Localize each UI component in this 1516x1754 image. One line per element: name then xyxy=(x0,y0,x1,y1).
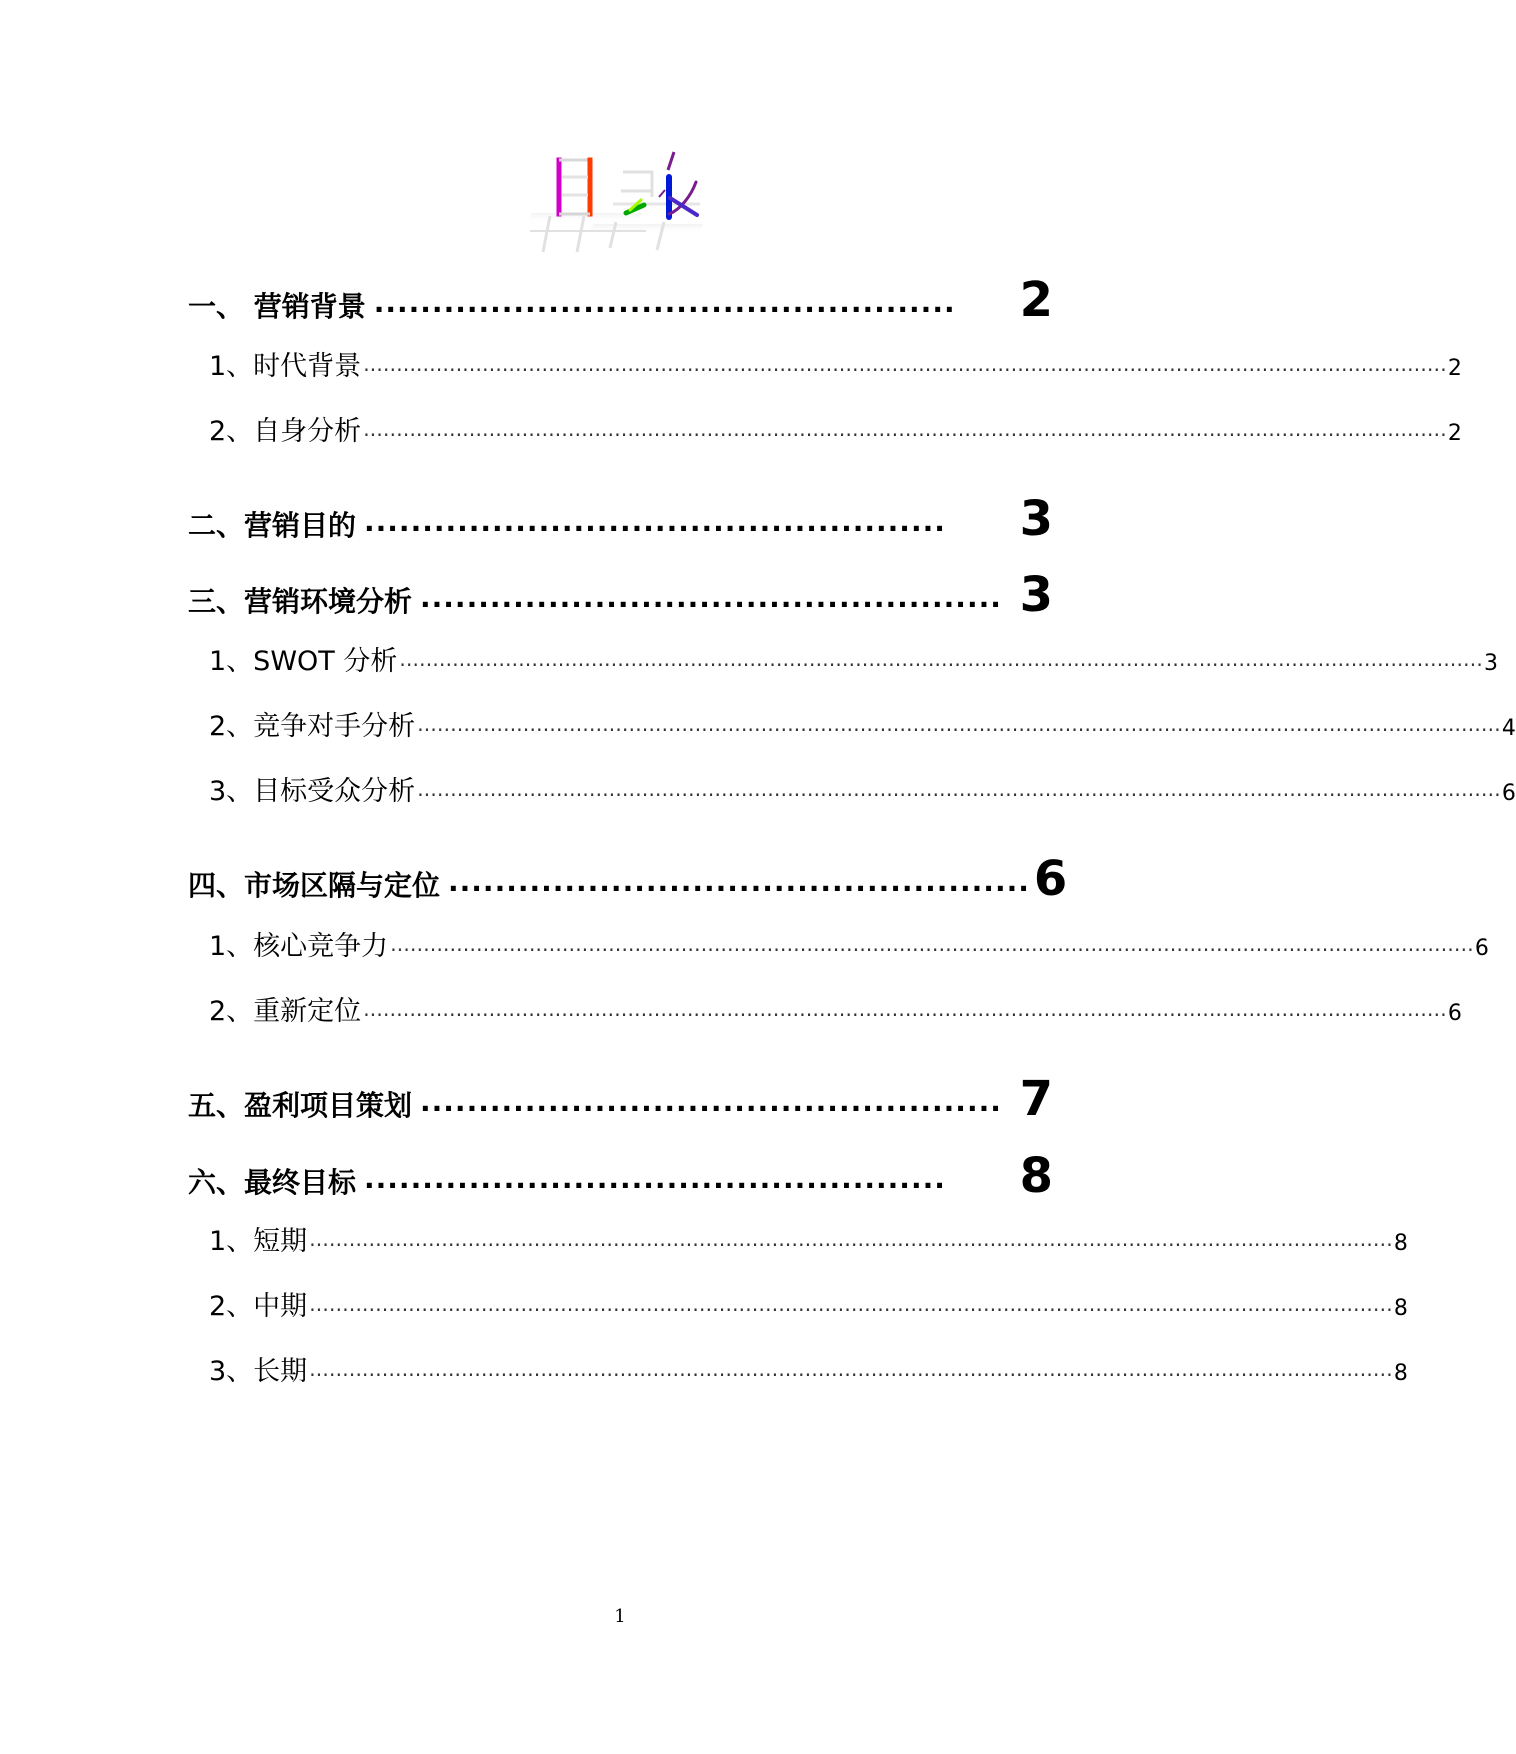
toc-entry-label: 2、竞争对手分析 xyxy=(209,711,416,742)
toc-page-number: 8 xyxy=(1393,1296,1408,1321)
toc-entry-marketing-purpose xyxy=(188,491,1053,551)
toc-page-number: 8 xyxy=(1019,1148,1053,1204)
toc-entry-label: 三、营销环境分析 xyxy=(188,585,413,618)
dot-leader: .................................................................................................................................................................... xyxy=(363,417,1447,441)
toc-page-number: 2 xyxy=(1447,421,1462,446)
toc-entry-final-goals xyxy=(188,1148,1053,1208)
toc-page-number: 3 xyxy=(1483,651,1498,676)
toc-page-number: 6 xyxy=(1447,1001,1462,1026)
page-number: 1 xyxy=(614,1606,626,1627)
toc-page-number: 8 xyxy=(1393,1361,1408,1386)
toc-entry-label: 1、SWOT 分析 xyxy=(209,646,398,677)
toc-page-number: 7 xyxy=(1019,1071,1053,1127)
toc-entry-marketing-background xyxy=(188,272,1053,332)
toc-entry-profit-project-planning xyxy=(188,1071,1053,1131)
toc-entry-repositioning xyxy=(209,996,1462,1038)
toc-page-number: 3 xyxy=(1019,567,1053,623)
toc-entry-label: 1、核心竞争力 xyxy=(209,931,389,962)
dot-leader: .................................................................................................................................................................... xyxy=(417,777,1501,801)
toc-entry-core-competitiveness xyxy=(209,931,1489,973)
toc-entry-target-audience-analysis xyxy=(209,776,1516,818)
toc-entry-label: 3、长期 xyxy=(209,1356,308,1387)
toc-entry-label: 四、市场区隔与定位 xyxy=(188,869,441,902)
dot-leader: .................................................................................................................................................................... xyxy=(309,1292,1393,1316)
dot-leader: .................................................................................................................................................................... xyxy=(390,932,1474,956)
toc-page-number: 2 xyxy=(1019,272,1053,328)
toc-entry-label: 2、自身分析 xyxy=(209,416,362,447)
dot-leader: .................................................. xyxy=(448,865,1030,898)
toc-entry-label: 3、目标受众分析 xyxy=(209,776,416,807)
toc-page-number: 6 xyxy=(1033,851,1068,907)
toc-page-number: 3 xyxy=(1019,491,1053,547)
toc-entry-label: 2、中期 xyxy=(209,1291,308,1322)
dot-leader: .................................................................................................................................................................... xyxy=(309,1357,1393,1381)
dot-leader: .................................................................................................................................................................... xyxy=(363,352,1447,376)
toc-entry-swot-analysis xyxy=(209,646,1498,688)
toc-entry-competitor-analysis xyxy=(209,711,1516,753)
toc-entry-long-term xyxy=(209,1356,1408,1398)
toc-page-number: 6 xyxy=(1501,781,1516,806)
dot-leader: .................................................................................................................................................................... xyxy=(363,997,1447,1021)
toc-entry-label: 2、重新定位 xyxy=(209,996,362,1027)
toc-page-number: 8 xyxy=(1393,1231,1408,1256)
dot-leader: .................................................. xyxy=(420,1085,1002,1118)
toc-entry-era-background xyxy=(209,351,1462,393)
dot-leader: .................................................. xyxy=(420,581,1002,614)
dot-leader: .................................................................................................................................................................... xyxy=(417,712,1501,736)
toc-entry-label: 一、 营销背景 xyxy=(188,290,366,323)
toc-entry-label: 1、时代背景 xyxy=(209,351,362,382)
toc-page-number: 4 xyxy=(1501,716,1516,741)
toc-entry-self-analysis xyxy=(209,416,1462,458)
dot-leader: .................................................. xyxy=(364,505,946,538)
dot-leader: .................................................................................................................................................................... xyxy=(309,1227,1393,1251)
toc-entry-short-term xyxy=(209,1226,1408,1268)
toc-entry-label: 六、最终目标 xyxy=(188,1166,357,1199)
dot-leader: .................................................................................................................................................................... xyxy=(399,647,1483,671)
dot-leader: .................................................. xyxy=(364,1162,946,1195)
toc-entry-label: 1、短期 xyxy=(209,1226,308,1257)
toc-entry-label: 五、盈利项目策划 xyxy=(188,1089,413,1122)
toc-entry-marketing-environment-analysis xyxy=(188,567,1053,627)
toc-page-number: 6 xyxy=(1474,936,1489,961)
dot-leader: .................................................. xyxy=(373,286,956,319)
toc-entry-medium-term xyxy=(209,1291,1408,1333)
toc-page-number: 2 xyxy=(1447,356,1462,381)
toc-entry-market-segmentation-positioning xyxy=(188,851,1068,911)
toc-entry-label: 二、营销目的 xyxy=(188,509,357,542)
